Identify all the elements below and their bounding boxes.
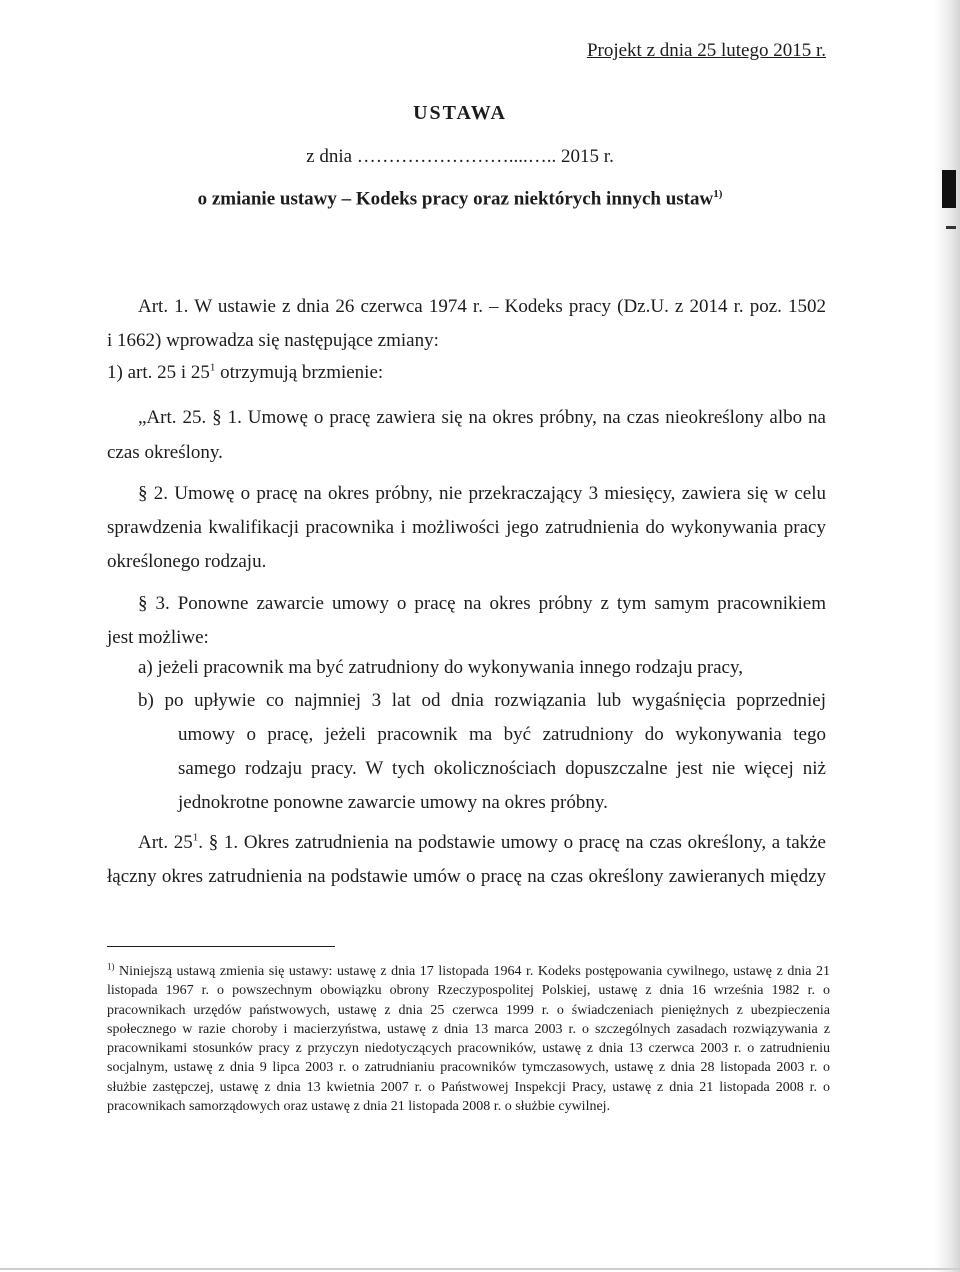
act-subtitle [0, 188, 920, 210]
point-b-line2: umowy o pracę, jeżeli pracownik ma być zatrudniony do wykonywania tego [178, 724, 826, 745]
art25-par1-line2: czas określony. [107, 442, 223, 463]
art251-line2: łączny okres zatrudnienia na podstawie umów o pracę na czas określony zawieranych między [107, 866, 826, 887]
art1-line2: i 1662) wprowadza się następujące zmiany: [107, 330, 439, 351]
art25-par3-line1: § 3. Ponowne zawarcie umowy o pracę na okres próbny z tym samym pracownikiem [138, 593, 826, 614]
art251-post: . § 1. Okres zatrudnienia na podstawie umowy o pracę na czas określony, a także [198, 832, 826, 853]
point-b-line4: jednokrotne ponowne zawarcie umowy na okres próbny. [178, 792, 608, 813]
art25-par2-line3: określonego rodzaju. [107, 551, 267, 572]
item1-sup: 1 [209, 361, 216, 374]
item1-post: otrzymują brzmienie: [215, 362, 384, 383]
point-a: a) jeżeli pracownik ma być zatrudniony do wykonywania innego rodzaju pracy, [138, 657, 743, 678]
scan-edge-mark [942, 170, 956, 208]
art251-line1 [138, 826, 826, 860]
act-title: USTAWA [413, 102, 507, 124]
footnote-reference: 1) [713, 188, 723, 200]
point-b-line3: samego rodzaju pracy. W tych okolicznościach dopuszczalne jest nie więcej niż [178, 758, 826, 779]
act-date: z dnia ……………………....….. 2015 r. [306, 146, 614, 167]
art25-par2-line2: sprawdzenia kwalifikacji pracownika i możliwości jego zatrudnienia do wykonywania pracy [107, 517, 826, 538]
art25-par1-line1: „Art. 25. § 1. Umowę o pracę zawiera się na okres próbny, na czas nieokreślony albo na [138, 407, 826, 428]
footnote [107, 962, 830, 1116]
footnote-separator [107, 946, 335, 947]
draft-date-header: Projekt z dnia 25 lutego 2015 r. [586, 40, 826, 61]
scan-edge-tick [946, 226, 956, 229]
footnote-text: Niniejszą ustawą zmienia się ustawy: ustawę z dnia 17 listopada 1964 r. Kodeks postępowania cywilnego, ustawę z dnia 21 listopada 1967 r. o powszechnym obowiązku obrony Rzeczypospolitej Polskiej, ustawę z dnia 16 września 1982 r. o pracownikach urzędów państwowych, ustawę z dnia 25 czerwca 1999 r. o świadczeniach pieniężnych z ubezpieczenia społecznego w razie choroby i macierzyństwa, ustawę z dnia 13 marca 2003 r. o szczególnych zasadach rozwiązywania z pracownikami stosunków pracy z przyczyn niedotyczących pracowników, ustawę z dnia 13 czerwca 2003 r. o zatrudnieniu socjalnym, ustawę z dnia 9 lipca 2003 r. o zatrudnianiu pracowników tymczasowych, ustawę z dnia 28 listopada 2003 r. o służbie zastępczej, ustawę z dnia 13 kwietnia 2007 r. o Państwowej Inspekcji Pracy, ustawę z dnia 21 listopada 2008 r. o pracownikach samorządowych oraz ustawę z dnia 21 listopada 2008 r. o służbie cywilnej. [107, 964, 830, 1115]
item1-pre: 1) art. 25 i 25 [107, 362, 210, 383]
art251-pre: Art. 25 [138, 832, 193, 853]
point-b-line1: b) po upływie co najmniej 3 lat od dnia rozwiązania lub wygaśnięcia poprzedniej [138, 690, 826, 711]
scan-bottom-edge [0, 1268, 960, 1270]
footnote-marker: 1) [107, 961, 115, 972]
art25-par3-line2: jest możliwe: [107, 627, 209, 648]
item1-line [107, 356, 383, 390]
art25-par2-line1: § 2. Umowę o pracę na okres próbny, nie przekraczający 3 miesięcy, zawiera się w celu [138, 483, 826, 504]
art1-line1: Art. 1. W ustawie z dnia 26 czerwca 1974 r. – Kodeks pracy (Dz.U. z 2014 r. poz. 1502 [138, 296, 826, 317]
art251-sup: 1 [192, 831, 199, 844]
act-subtitle-text: o zmianie ustawy – Kodeks pracy oraz niektórych innych ustaw [197, 188, 714, 210]
